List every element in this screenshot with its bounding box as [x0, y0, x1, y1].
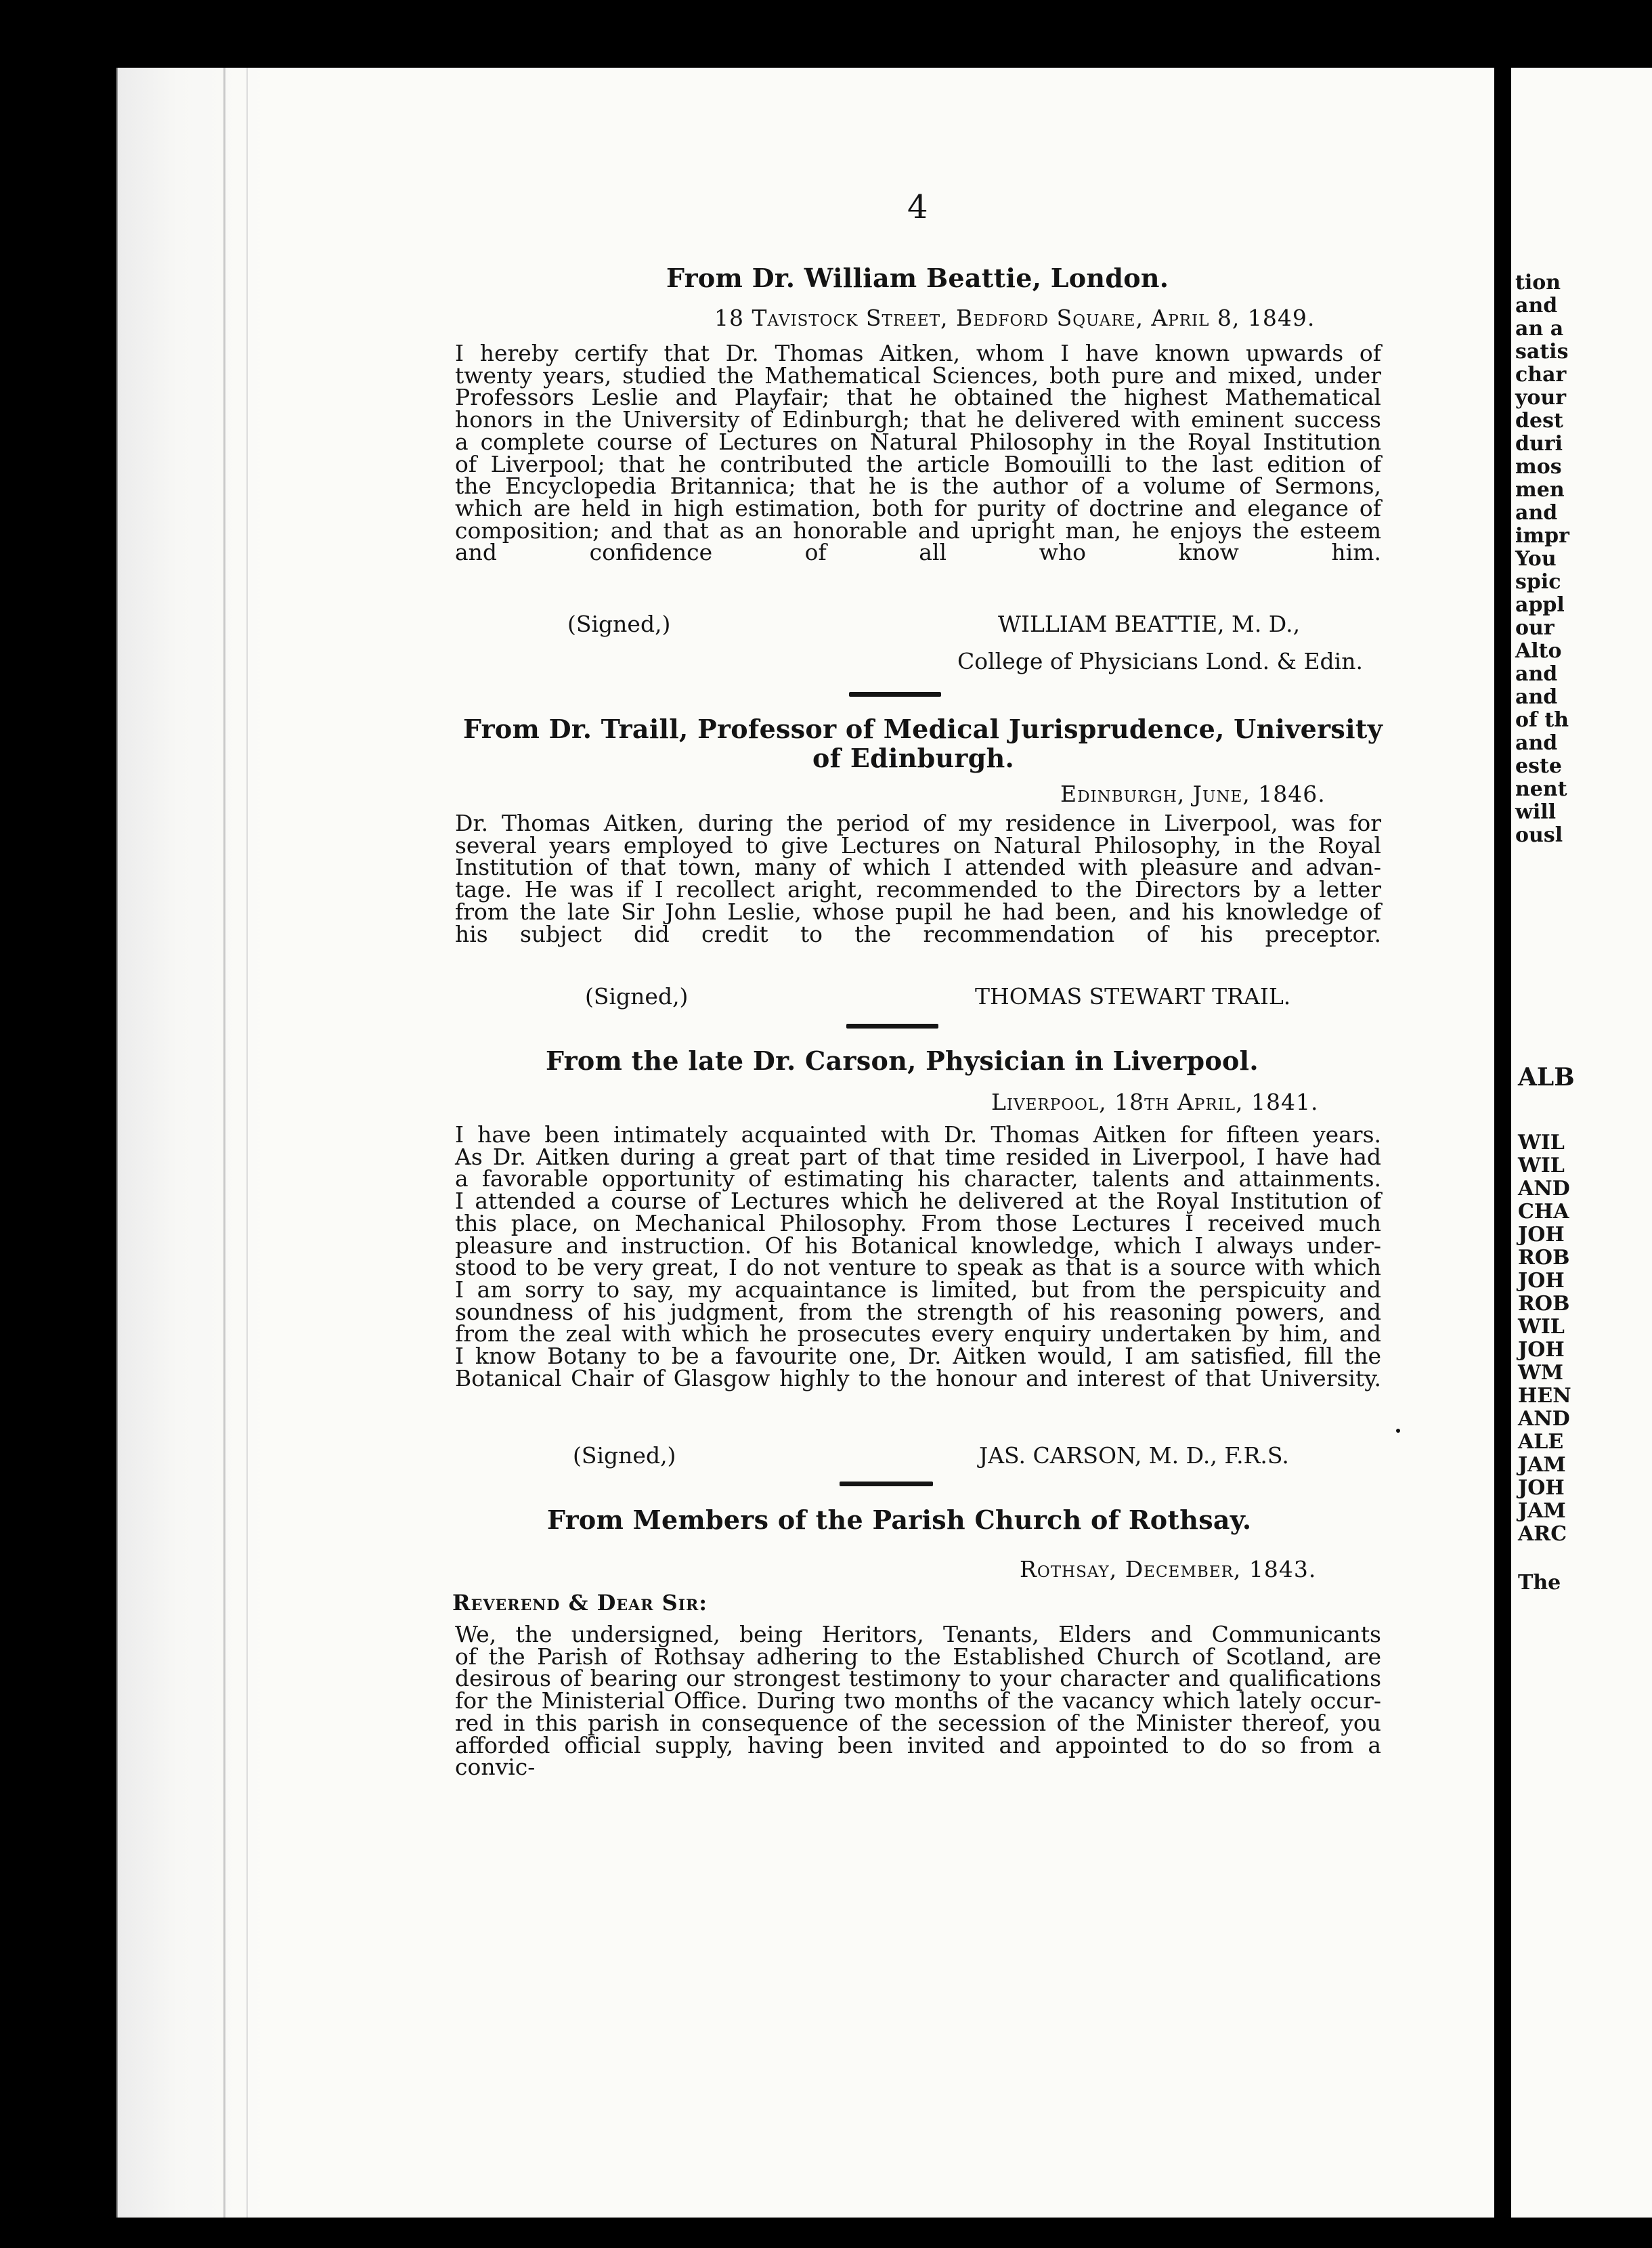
- signed-label: (Signed,): [585, 983, 689, 1010]
- letter-dateline: Rothsay, December, 1843.: [1020, 1556, 1317, 1582]
- fragment-name: WIL: [1518, 1131, 1565, 1154]
- fragment-name: ROB: [1518, 1246, 1570, 1270]
- fragment-line: of th: [1515, 708, 1569, 732]
- fragment-name: ROB: [1518, 1292, 1570, 1316]
- fragment-line: and: [1515, 662, 1558, 686]
- signer-name: THOMAS STEWART TRAIL.: [975, 983, 1291, 1010]
- fragment-line: will: [1515, 800, 1557, 824]
- page-binding-edge: [116, 68, 267, 2218]
- letter-body: Dr. Thomas Aitken, during the period of my residence in Liverpool, was for several years employed to give Lectures on Natural Philosophy, in the Royal Institution of that town, many of which I attended with pleasure and advan- tage. He was if I recollect aright, recommended to the Directors by a letter from the late Sir John Leslie, whose pupil he had been, and his knowledge of his subject did credit to the recommendation of his preceptor.: [455, 810, 1381, 947]
- letter-body: We, the undersigned, being Heritors, Tenants, Elders and Communicants of the Parish of Rothsay adhering to the Established Church of Scotland, are desirous of bearing our strongest testimony to your character and qualifications for the Ministerial Office. During two months of the vacancy which lately occur- red in this parish in consequence of the secession of the Minister thereof, you afforded official supply, having been invited and appointed to do so from a convic-: [455, 1621, 1381, 1781]
- letter-salutation: Reverend & Dear Sir:: [452, 1590, 708, 1616]
- fragment-line: impr: [1515, 524, 1569, 548]
- fragment-name: JOH: [1518, 1476, 1565, 1500]
- fragment-line: an a: [1515, 317, 1564, 341]
- fragment-line: este: [1515, 754, 1562, 778]
- fragment-line: duri: [1515, 432, 1563, 456]
- signer-name: WILLIAM BEATTIE, M. D.,: [998, 611, 1301, 637]
- signer-title: College of Physicians Lond. & Edin.: [957, 648, 1363, 674]
- fragment-line: and: [1515, 501, 1558, 525]
- fragment-name: WIL: [1518, 1315, 1565, 1339]
- fragment-line: tion: [1515, 271, 1561, 295]
- fragment-line: char: [1515, 363, 1567, 387]
- fragment-name: JOH: [1518, 1338, 1565, 1362]
- fragment-line: nent: [1515, 777, 1567, 801]
- fragment-name: HEN: [1518, 1384, 1571, 1408]
- fragment-name: CHA: [1518, 1200, 1569, 1224]
- fragment-line: appl: [1515, 593, 1565, 617]
- page-number: 4: [907, 188, 928, 226]
- ink-speck: [1396, 1429, 1400, 1433]
- fragment-name: JOH: [1518, 1269, 1565, 1293]
- fragment-line: spic: [1515, 570, 1561, 594]
- letter-body: I hereby certify that Dr. Thomas Aitken, whom I have known upwards of twenty years, studied the Mathematical Sciences, both pure and mixed, under Professors Leslie and Playfair; that he obtained the highest Mathematical honors in the University of Edinburgh; that he delivered with eminent success a complete course of Lectures on Natural Philosophy in the Royal Institution of Liverpool; that he contributed the article Bomouilli to the last edition of the Encyclopedia Britannica; that he is the author of a volume of Sermons, which are held in high estimation, both for purity of doctrine and elegance of composition; and that as an honorable and upright man, he enjoys the esteem and confidence of all who know him.: [455, 340, 1381, 566]
- section-divider: [849, 692, 941, 697]
- fragment-line: our: [1515, 616, 1555, 640]
- fragment-line: and: [1515, 294, 1558, 318]
- fragment-name: JOH: [1518, 1223, 1565, 1247]
- signed-label: (Signed,): [573, 1442, 676, 1469]
- fragment-name: AND: [1518, 1177, 1570, 1201]
- fragment-name: WM: [1518, 1361, 1563, 1385]
- letter-dateline: Edinburgh, June, 1846.: [1060, 781, 1326, 807]
- fragment-line: your: [1515, 386, 1567, 410]
- section-divider: [840, 1482, 933, 1486]
- letter-heading: From Dr. Traill, Professor of Medical Jurisprudence, University: [463, 714, 1383, 744]
- letter-heading: of Edinburgh.: [812, 743, 1015, 773]
- letter-heading: From the late Dr. Carson, Physician in Liverpool.: [546, 1045, 1259, 1076]
- fragment-line: mos: [1515, 455, 1562, 479]
- fragment-line: men: [1515, 478, 1565, 502]
- fragment-line: You: [1515, 547, 1557, 571]
- fragment-line: The: [1518, 1571, 1561, 1595]
- fragment-line: Alto: [1515, 639, 1562, 663]
- fragment-line: dest: [1515, 409, 1563, 433]
- signed-label: (Signed,): [567, 611, 671, 637]
- fragment-name: ARC: [1518, 1522, 1567, 1546]
- fragment-name: WIL: [1518, 1154, 1565, 1177]
- fragment-heading: ALB: [1518, 1063, 1575, 1091]
- fragment-name: AND: [1518, 1407, 1570, 1431]
- fragment-name: JAM: [1518, 1499, 1566, 1523]
- binding-fold-line: [246, 68, 248, 2218]
- fragment-name: ALE: [1518, 1430, 1564, 1454]
- fragment-line: and: [1515, 731, 1558, 755]
- fragment-line: satis: [1515, 340, 1569, 364]
- section-divider: [846, 1024, 938, 1029]
- letter-dateline: 18 Tavistock Street, Bedford Square, April 8, 1849.: [714, 305, 1316, 331]
- letter-heading: From Members of the Parish Church of Rothsay.: [547, 1505, 1252, 1535]
- letter-heading: From Dr. William Beattie, London.: [666, 263, 1169, 293]
- letter-dateline: Liverpool, 18th April, 1841.: [991, 1089, 1319, 1115]
- signer-name: JAS. CARSON, M. D., F.R.S.: [979, 1442, 1289, 1469]
- fragment-name: JAM: [1518, 1453, 1566, 1477]
- fragment-line: ousl: [1515, 823, 1563, 847]
- binding-fold-line: [223, 68, 225, 2218]
- letter-body: I have been intimately acquainted with Dr. Thomas Aitken for fifteen years. As Dr. Aitken during a great part of that time resided in Liverpool, I have had a favorable opportunity of estimating his character, talents and attainments. I attended a course of Lectures which he delivered at the Royal Institution of this place, on Mechanical Philosophy. From those Lectures I received much pleasure and instruction. Of his Botanical knowledge, which I always under- stood to be very great, I do not venture to speak as that is a source with which I am sorry to say, my acquaintance is limited, but from the perspicuity and soundness of his judgment, from the strength of his reasoning powers, and from the zeal with which he prosecutes every enquiry undertaken by him, and I know Botany to be a favourite one, Dr. Aitken would, I am satisfied, fill the Botanical Chair of Glasgow highly to the honour and interest of that University.: [455, 1121, 1381, 1391]
- fragment-line: and: [1515, 685, 1558, 709]
- adjacent-page-fragment: [1511, 68, 1652, 2218]
